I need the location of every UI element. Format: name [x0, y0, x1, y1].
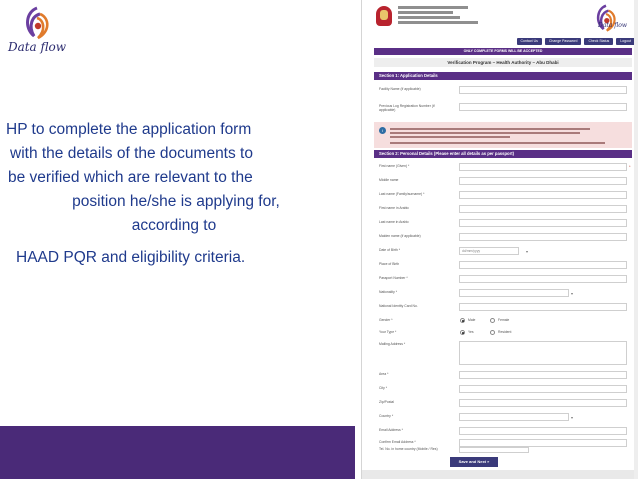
slide-line-3: be verified which are relevant to the: [8, 169, 253, 186]
section-2-header: Section 2: Personal Details (Please enter all details as per passport): [374, 150, 632, 158]
last-name-arabic-input[interactable]: [459, 219, 627, 227]
info-text-line: [390, 136, 510, 138]
change-password-button[interactable]: Change Password: [545, 38, 582, 45]
logout-button[interactable]: Logout: [616, 38, 635, 45]
nationality-select[interactable]: [459, 289, 569, 297]
first-name-arabic-input[interactable]: [459, 205, 627, 213]
field-label: National Identity Card No.: [379, 304, 418, 308]
section-1-header: Section 1: Application Details: [374, 72, 632, 80]
notice-bar: ONLY COMPLETE FORMS WILL BE ACCEPTED: [374, 48, 632, 55]
check-status-button[interactable]: Check Status: [584, 38, 613, 45]
form-row: [374, 338, 632, 368]
field-label: Confirm Email Address *: [379, 440, 416, 444]
form-row: [374, 83, 632, 98]
form-row: [374, 272, 632, 287]
gender-female-radio[interactable]: [490, 318, 495, 323]
last-name-input[interactable]: [459, 191, 627, 199]
haad-emblem-icon: [376, 6, 392, 26]
form-row: [374, 446, 632, 457]
info-text-line: [390, 132, 580, 134]
field-label: Area *: [379, 372, 389, 376]
form-row: [374, 382, 632, 397]
small-logo-text: Data flow: [597, 22, 627, 29]
form-row: [374, 368, 632, 383]
field-label: Country *: [379, 414, 394, 418]
form-row: First name (Given) * *: [379, 164, 631, 169]
form-row: [374, 100, 632, 115]
field-label: Passport Number *: [379, 276, 408, 280]
program-title: Verification Program – Health Authority – Abu Dhabi: [374, 58, 632, 67]
form-row: [374, 410, 632, 425]
slide-criteria: HAAD PQR and eligibility criteria.: [16, 249, 246, 266]
field-label: First name in Arabic: [379, 206, 409, 210]
info-text-line: [390, 142, 605, 144]
first-name-input[interactable]: [459, 163, 627, 171]
passport-number-input[interactable]: [459, 275, 627, 283]
field-label: Maiden name (if applicable): [379, 234, 421, 238]
dob-placeholder: dd/mm/yyyy: [462, 249, 481, 253]
area-input[interactable]: [459, 371, 627, 379]
field-label: Last name (Family/surname) *: [379, 192, 425, 196]
gender-male-radio[interactable]: [460, 318, 465, 323]
form-row: [374, 202, 632, 217]
type-resident-label: Resident: [498, 330, 512, 334]
field-label: Date of Birth *: [379, 248, 401, 252]
field-label: Zip/Postal: [379, 400, 395, 404]
dataflow-small-logo-icon: [587, 4, 625, 34]
logo-text: Data flow: [7, 40, 67, 54]
telephone-input[interactable]: [459, 447, 529, 453]
type-yes-label: Yes: [468, 330, 474, 334]
email-input[interactable]: [459, 427, 627, 435]
field-label: Gender *: [379, 318, 393, 322]
info-icon: i: [379, 127, 386, 134]
slide-line-5: according to: [131, 217, 217, 234]
info-box: [374, 122, 632, 148]
field-label: Last name in Arabic: [379, 220, 409, 224]
field-label: City *: [379, 386, 388, 390]
previous-log-number-input[interactable]: [459, 103, 627, 111]
form-row: [374, 174, 632, 189]
form-row: [374, 258, 632, 273]
form-row: [374, 216, 632, 231]
gender-male-label: Male: [468, 318, 476, 322]
form-row: [374, 300, 632, 315]
slide-line-1: HP to complete the application form: [6, 121, 252, 138]
footer-band: [0, 426, 355, 479]
field-label: Tel. No. in home country (Mobile / Res): [379, 447, 438, 451]
swirl-logo-icon: [20, 6, 54, 42]
city-input[interactable]: [459, 385, 627, 393]
form-row: [374, 244, 632, 259]
top-nav: [517, 38, 635, 45]
field-label: Previous Log Registration Number (if applicable): [379, 104, 435, 112]
dataflow-logo: [6, 6, 68, 58]
field-label: First name (Given) *: [379, 164, 410, 168]
form-row: [374, 286, 632, 301]
country-select[interactable]: [459, 413, 569, 421]
portal-header: [362, 0, 638, 46]
slide-line-2: with the details of the documents to: [10, 145, 253, 162]
form-row: [374, 188, 632, 203]
field-label: Nationality *: [379, 290, 398, 294]
field-label: Middle name: [379, 178, 399, 182]
save-and-next-button[interactable]: Save and Next »: [450, 457, 498, 467]
field-label: Place of Birth: [379, 262, 400, 266]
type-yes-radio[interactable]: [460, 330, 465, 335]
maiden-name-input[interactable]: [459, 233, 627, 241]
scrollbar[interactable]: [634, 0, 638, 479]
portal-footer: [362, 470, 638, 479]
application-screenshot: [361, 0, 638, 479]
field-label: Your Type *: [379, 330, 397, 334]
place-of-birth-input[interactable]: [459, 261, 627, 269]
calendar-dropdown-icon[interactable]: ▾: [526, 249, 529, 254]
chevron-down-icon[interactable]: ▾: [571, 415, 574, 420]
mailing-address-textarea[interactable]: [459, 341, 627, 365]
zip-postal-input[interactable]: [459, 399, 627, 407]
field-label: Mailing Address *: [379, 342, 406, 346]
middle-name-input[interactable]: [459, 177, 627, 185]
slide-line-4: position he/she is applying for,: [72, 193, 280, 210]
gender-female-label: Female: [498, 318, 510, 322]
contact-us-button[interactable]: Contact Us: [517, 38, 542, 45]
type-resident-radio[interactable]: [490, 330, 495, 335]
form-row: [374, 230, 632, 245]
national-id-input[interactable]: [459, 303, 627, 311]
field-label: Email Address *: [379, 428, 403, 432]
slide-body-text: [6, 118, 356, 270]
field-label: Facility Name (if applicable): [379, 87, 421, 91]
form-row: [374, 396, 632, 411]
haad-title-lines: [398, 6, 498, 26]
info-text-line: [390, 128, 590, 130]
facility-name-input[interactable]: [459, 86, 627, 94]
chevron-down-icon[interactable]: ▾: [571, 291, 574, 296]
